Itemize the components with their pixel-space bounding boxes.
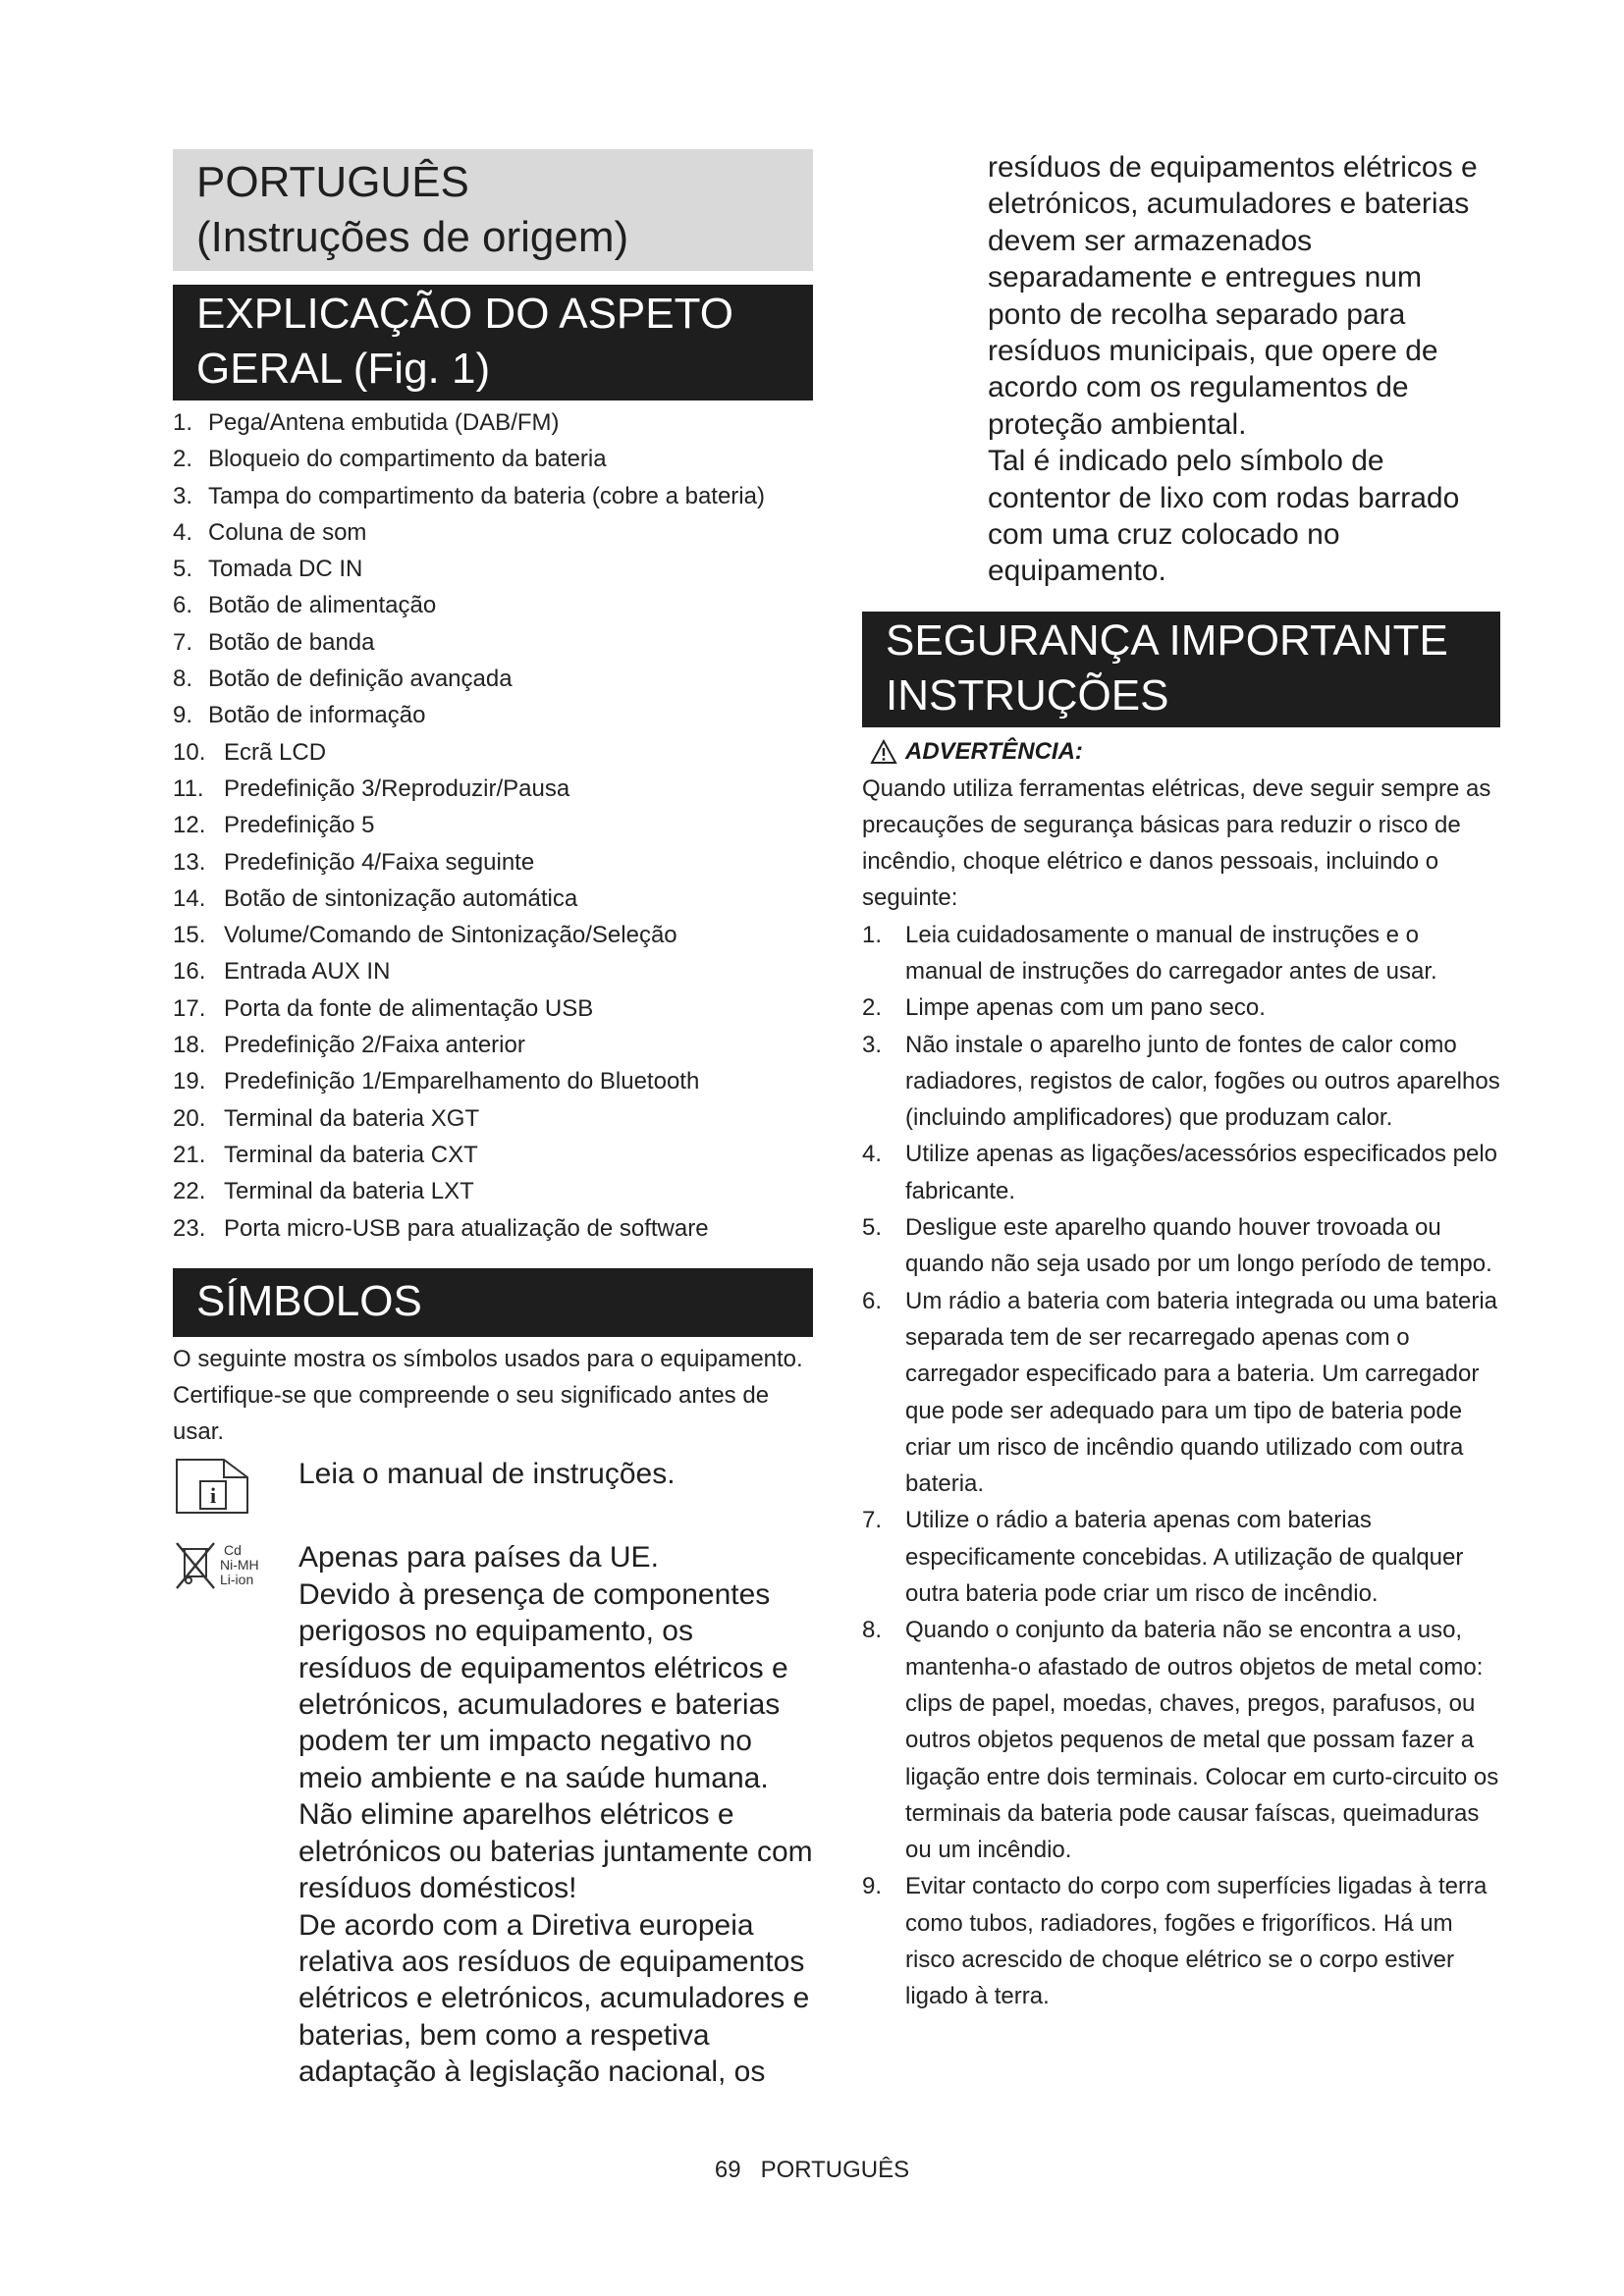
overview-item xyxy=(173,844,813,881)
safety-item xyxy=(862,1502,1500,1612)
overview-item-number: 12. xyxy=(173,812,206,839)
overview-item-text: Terminal da bateria CXT xyxy=(224,1141,478,1168)
overview-item-number: 14. xyxy=(173,884,206,912)
overview-item xyxy=(173,1100,813,1137)
overview-item-number: 16. xyxy=(173,958,206,986)
safety-item xyxy=(862,1868,1500,2014)
safety-item-number: 2. xyxy=(862,994,883,1022)
weee-paragraph-3: Não elimine aparelhos elétricos e eletrónicos ou baterias juntamente com resíduos domésticos! xyxy=(298,1798,813,1905)
symbol-manual-row xyxy=(173,1456,813,1522)
overview-item xyxy=(173,771,813,807)
safety-item-text: Utilize o rádio a bateria apenas com baterias especificamente concebidas. A utilização de qualquer outra bateria pode criar um risco de incêndio. xyxy=(905,1507,1464,1608)
weee-label-liion: Li-ion xyxy=(220,1572,254,1588)
language-subtitle: (Instruções de origem) xyxy=(196,213,629,261)
language-title-box xyxy=(173,149,813,271)
safety-item-number: 4. xyxy=(862,1141,883,1168)
page-number: 69 xyxy=(714,2157,741,2183)
overview-item-text: Predefinição 3/Reproduzir/Pausa xyxy=(224,774,570,802)
right-column xyxy=(862,149,1500,2015)
overview-item-number: 5. xyxy=(173,556,193,583)
overview-item-number: 22. xyxy=(173,1178,206,1205)
language-title: PORTUGUÊS xyxy=(196,158,469,206)
safety-item-number: 9. xyxy=(862,1873,883,1900)
overview-item xyxy=(173,661,813,697)
overview-item-number: 9. xyxy=(173,702,193,729)
manual-text: Leia o manual de instruções. xyxy=(298,1458,676,1491)
weee-label-nimh: Ni-MH xyxy=(220,1557,259,1574)
safety-intro: Quando utiliza ferramentas elétricas, deve seguir sempre as precauções de segurança básicas para reduzir o risco de incêndio, choque elétrico e danos pessoais, incluindo o seguinte: xyxy=(862,774,1491,912)
safety-item xyxy=(862,1612,1500,1868)
overview-item-number: 3. xyxy=(173,482,193,509)
overview-item-number: 4. xyxy=(173,518,193,546)
overview-item xyxy=(173,514,813,551)
overview-item xyxy=(173,624,813,661)
safety-list xyxy=(862,917,1500,2015)
overview-list xyxy=(173,404,813,1247)
weee-paragraph-4: De acordo com a Diretiva europeia relativa aos resíduos de equipamentos elétricos e eletrónicos, acumuladores e baterias, bem como a respetiva adaptação à legislação nacional, os xyxy=(298,1908,810,2089)
safety-item-text: Evitar contacto do corpo com superfícies ligadas à terra como tubos, radiadores, fogões e frigoríficos. Há um risco acrescido de choque elétrico se o corpo estiver ligado à terra. xyxy=(905,1873,1488,2010)
overview-item xyxy=(173,1137,813,1173)
overview-item-text: Botão de sintonização automática xyxy=(224,884,578,912)
overview-heading-line2: GERAL (Fig. 1) xyxy=(196,345,491,393)
overview-item xyxy=(173,1210,813,1247)
safety-heading xyxy=(862,612,1500,727)
safety-item-text: Um rádio a bateria com bateria integrada ou uma bateria separada tem de ser recarregado apenas com o carregador especificado para a bateria. Um carregador que pode ser adequado para um tipo de bateria pode criar um risco de incêndio quando utilizado com outra bateria. xyxy=(905,1287,1497,1498)
weee-continuation xyxy=(862,149,1500,590)
warning-line xyxy=(870,733,1500,771)
overview-item-number: 13. xyxy=(173,848,206,876)
overview-heading-line1: EXPLICAÇÃO DO ASPETO xyxy=(196,290,733,338)
overview-item-text: Pega/Antena embutida (DAB/FM) xyxy=(208,409,560,436)
weee-paragraph-2: Devido à presença de componentes perigosos no equipamento, os resíduos de equipamentos elétricos e eletrónicos, acumuladores e baterias podem ter um impacto negativo no meio ambiente e na saúde humana. xyxy=(298,1577,788,1794)
warning-label: ADVERTÊNCIA: xyxy=(905,737,1083,765)
overview-item-number: 17. xyxy=(173,994,206,1022)
overview-item xyxy=(173,953,813,989)
overview-item-number: 11. xyxy=(173,774,204,802)
overview-item-number: 2. xyxy=(173,446,193,473)
overview-item-text: Coluna de som xyxy=(208,518,367,546)
overview-item-number: 7. xyxy=(173,628,193,656)
footer-language: PORTUGUÊS xyxy=(760,2157,910,2183)
overview-item xyxy=(173,807,813,843)
safety-item-number: 7. xyxy=(862,1507,883,1534)
overview-item-number: 21. xyxy=(173,1141,206,1168)
overview-item-text: Terminal da bateria LXT xyxy=(224,1178,474,1205)
overview-item-text: Predefinição 5 xyxy=(224,812,375,839)
symbols-heading-text: SÍMBOLOS xyxy=(196,1276,422,1325)
overview-item xyxy=(173,881,813,917)
overview-item-text: Predefinição 1/Emparelhamento do Bluetooth xyxy=(224,1068,700,1095)
overview-item-text: Porta da fonte de alimentação USB xyxy=(224,994,594,1022)
safety-item-text: Utilize apenas as ligações/acessórios especificados pelo fabricante. xyxy=(905,1141,1497,1204)
symbols-intro: O seguinte mostra os símbolos usados para o equipamento. Certifique-se que compreende o seu significado antes de usar. xyxy=(173,1345,803,1446)
overview-item xyxy=(173,478,813,514)
overview-item-number: 18. xyxy=(173,1032,206,1059)
safety-item-number: 1. xyxy=(862,921,883,948)
overview-item-number: 6. xyxy=(173,592,193,619)
overview-item xyxy=(173,404,813,441)
manual-info-icon xyxy=(173,1456,298,1522)
overview-item xyxy=(173,1173,813,1209)
left-column xyxy=(173,149,813,2091)
safety-item-number: 6. xyxy=(862,1287,883,1314)
overview-item xyxy=(173,587,813,623)
overview-item xyxy=(173,551,813,587)
safety-item-number: 3. xyxy=(862,1031,883,1058)
safety-item xyxy=(862,1283,1500,1503)
overview-item xyxy=(173,917,813,953)
warning-triangle-icon xyxy=(870,739,897,765)
safety-item-text: Limpe apenas com um pano seco. xyxy=(905,994,1266,1022)
safety-item xyxy=(862,1027,1500,1137)
weee-label-cd: Cd xyxy=(224,1542,242,1559)
page-footer xyxy=(0,2157,1624,2184)
overview-item-number: 19. xyxy=(173,1068,206,1095)
overview-item-text: Tomada DC IN xyxy=(208,556,363,583)
overview-item xyxy=(173,734,813,771)
overview-item-text: Predefinição 4/Faixa seguinte xyxy=(224,848,535,876)
overview-item-text: Tampa do compartimento da bateria (cobre a bateria) xyxy=(208,482,765,509)
safety-item-text: Desligue este aparelho quando houver trovoada ou quando não seja usado por um longo período de tempo. xyxy=(905,1214,1492,1278)
overview-item-text: Ecrã LCD xyxy=(224,738,327,766)
overview-item-number: 23. xyxy=(173,1214,206,1242)
overview-item xyxy=(173,441,813,477)
overview-item-number: 20. xyxy=(173,1104,206,1132)
overview-item-text: Entrada AUX IN xyxy=(224,958,391,986)
overview-item xyxy=(173,697,813,733)
safety-item-number: 5. xyxy=(862,1214,883,1242)
safety-item-text: Quando o conjunto da bateria não se encontra a uso, mantenha-o afastado de outros objetos de metal como: clips de papel, moedas, chaves, pregos, parafusos, ou outros objetos pequenos de metal que possam fazer a ligação entre dois terminais. Colocar em curto-circuito os terminais da bateria pode causar faíscas, queimaduras ou um incêndio. xyxy=(905,1617,1499,1864)
overview-item xyxy=(173,1063,813,1099)
svg-text:i: i xyxy=(209,1483,217,1509)
overview-item-text: Porta micro-USB para atualização de software xyxy=(224,1214,709,1242)
overview-item-text: Botão de definição avançada xyxy=(208,666,513,693)
overview-item-text: Terminal da bateria XGT xyxy=(224,1104,480,1132)
safety-item xyxy=(862,989,1500,1026)
safety-item xyxy=(862,1209,1500,1283)
overview-item-text: Volume/Comando de Sintonização/Seleção xyxy=(224,922,677,949)
overview-item-text: Botão de banda xyxy=(208,628,375,656)
overview-item-number: 1. xyxy=(173,409,193,436)
overview-item-number: 8. xyxy=(173,666,193,693)
safety-item xyxy=(862,1136,1500,1209)
weee-text xyxy=(298,1539,813,2090)
safety-item xyxy=(862,917,1500,990)
overview-item xyxy=(173,990,813,1027)
safety-item-text: Não instale o aparelho junto de fontes de calor como radiadores, registos de calor, fogões ou outros aparelhos (incluindo amplificadores) que produzam calor. xyxy=(905,1031,1500,1132)
overview-item xyxy=(173,1027,813,1063)
crossed-out-wheeled-bin-icon xyxy=(173,1539,298,1599)
weee-continuation-1: resíduos de equipamentos elétricos e eletrónicos, acumuladores e baterias devem ser armazenados separadamente e entregues num ponto de recolha separado para resíduos municipais, que opere de acordo com os regulamentos de proteção ambiental. xyxy=(988,151,1478,441)
safety-item-text: Leia cuidadosamente o manual de instruções e o manual de instruções do carregador antes de usar. xyxy=(905,921,1437,985)
overview-item-text: Bloqueio do compartimento da bateria xyxy=(208,446,607,473)
overview-heading xyxy=(173,285,813,400)
overview-item-text: Botão de alimentação xyxy=(208,592,437,619)
overview-item-number: 15. xyxy=(173,922,206,949)
safety-heading-line2: INSTRUÇÕES xyxy=(886,670,1169,720)
weee-paragraph-1: Apenas para países da UE. xyxy=(298,1541,659,1575)
weee-continuation-2: Tal é indicado pelo símbolo de contentor de lixo com rodas barrado com uma cruz colocado no equipamento. xyxy=(988,445,1460,588)
overview-item-text: Predefinição 2/Faixa anterior xyxy=(224,1032,525,1059)
overview-item-number: 10. xyxy=(173,738,206,766)
safety-item-number: 8. xyxy=(862,1617,883,1644)
safety-heading-line1: SEGURANÇA IMPORTANTE xyxy=(886,615,1448,665)
symbol-weee-row xyxy=(173,1539,813,2090)
symbols-heading xyxy=(173,1268,813,1337)
overview-item-text: Botão de informação xyxy=(208,702,426,729)
